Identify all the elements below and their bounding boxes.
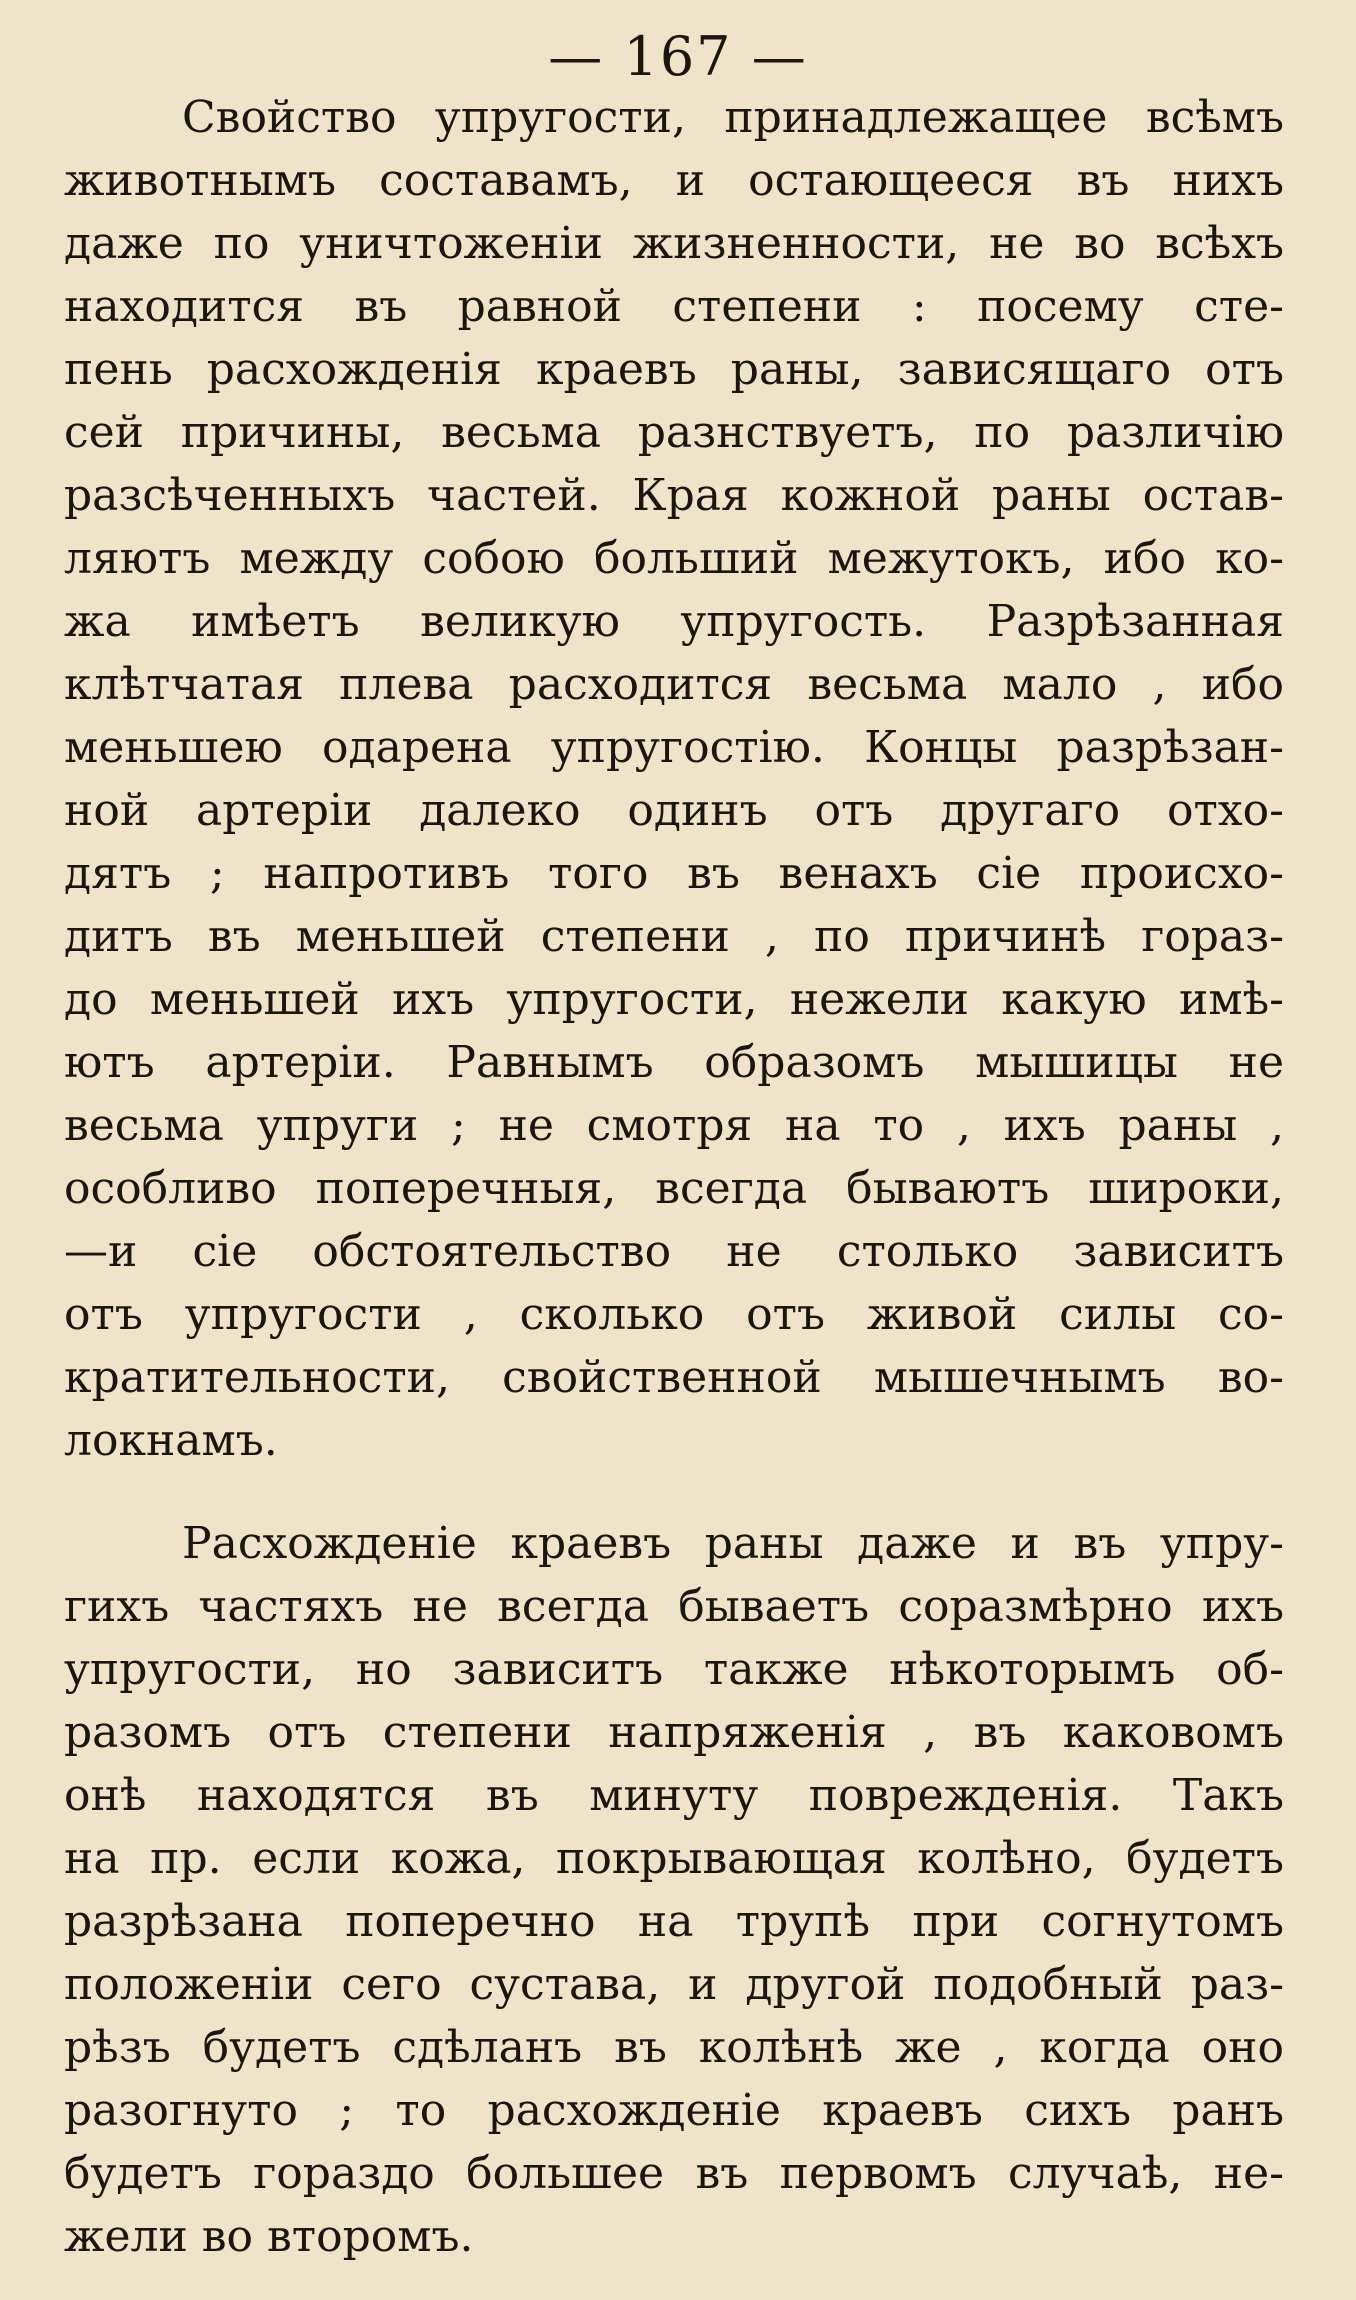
- text-line: дятъ ; напротивъ того въ венахъ сіе происхо-: [64, 848, 1284, 899]
- text-line: —и сіе обстоятельство не столько зависитъ: [64, 1226, 1284, 1277]
- text-line: находится въ равной степени : посему сте-: [64, 281, 1284, 332]
- text-line: ютъ артеріи. Равнымъ образомъ мышицы не: [64, 1037, 1284, 1088]
- text-line: положеніи сего сустава, и другой подобный раз-: [64, 1959, 1284, 2010]
- text-line: будетъ гораздо большее въ первомъ случаѣ, не-: [64, 2148, 1284, 2199]
- paragraph-2: [64, 1512, 1284, 2268]
- body-text: [64, 86, 1284, 2268]
- text-line: даже по уничтоженіи жизненности, не во всѣхъ: [64, 218, 1284, 269]
- text-line: весьма упруги ; не смотря на то , ихъ раны ,: [64, 1100, 1284, 1151]
- text-line: животнымъ составамъ, и остающееся въ нихъ: [64, 155, 1284, 206]
- paragraph-1: [64, 86, 1284, 1472]
- text-line: дитъ въ меньшей степени , по причинѣ гораз-: [64, 911, 1284, 962]
- text-line: жели во второмъ.: [64, 2211, 474, 2262]
- text-line: гихъ частяхъ не всегда бываетъ соразмѣрно ихъ: [64, 1581, 1284, 1632]
- text-line: клѣтчатая плева расходится весьма мало , ибо: [64, 659, 1284, 710]
- text-line: разрѣзана поперечно на трупѣ при согнутомъ: [64, 1896, 1284, 1947]
- text-line: на пр. если кожа, покрывающая колѣно, будетъ: [64, 1833, 1284, 1884]
- text-line: меньшею одарена упругостію. Концы разрѣзан-: [64, 722, 1284, 773]
- text-line: ляютъ между собою больший межутокъ, ибо ко-: [64, 533, 1284, 584]
- text-line: онѣ находятся въ минуту поврежденія. Такъ: [64, 1770, 1284, 1821]
- text-line: упругости, но зависитъ также нѣкоторымъ об-: [64, 1644, 1284, 1695]
- text-line: особливо поперечныя, всегда бываютъ широки,: [64, 1163, 1284, 1214]
- text-line: локнамъ.: [64, 1415, 278, 1466]
- page-number: — 167 —: [548, 25, 808, 88]
- text-line: разогнуто ; то расхожденіе краевъ сихъ ранъ: [64, 2085, 1284, 2136]
- text-line: кратительности, свойственной мышечнымъ во-: [64, 1352, 1284, 1403]
- text-line: до меньшей ихъ упругости, нежели какую имѣ-: [64, 974, 1284, 1025]
- text-line: ной артеріи далеко одинъ отъ другаго отхо-: [64, 785, 1284, 836]
- text-line: пень расхожденія краевъ раны, зависящаго отъ: [64, 344, 1284, 395]
- text-line: отъ упругости , сколько отъ живой силы со-: [64, 1289, 1284, 1340]
- text-line: разомъ отъ степени напряженія , въ каковомъ: [64, 1707, 1284, 1758]
- text-line: сей причины, весьма разнствуетъ, по различію: [64, 407, 1284, 458]
- text-line: разсѣченныхъ частей. Края кожной раны остав-: [64, 470, 1284, 521]
- paragraph-spacer: [64, 1472, 1284, 1512]
- text-line: Свойство упругости, принадлежащее всѣмъ: [182, 92, 1284, 143]
- text-line: рѣзъ будетъ сдѣланъ въ колѣнѣ же , когда оно: [64, 2022, 1284, 2073]
- text-line: жа имѣетъ великую упругость. Разрѣзанная: [64, 596, 1284, 647]
- text-line: Расхожденіе краевъ раны даже и въ упру-: [182, 1518, 1284, 1569]
